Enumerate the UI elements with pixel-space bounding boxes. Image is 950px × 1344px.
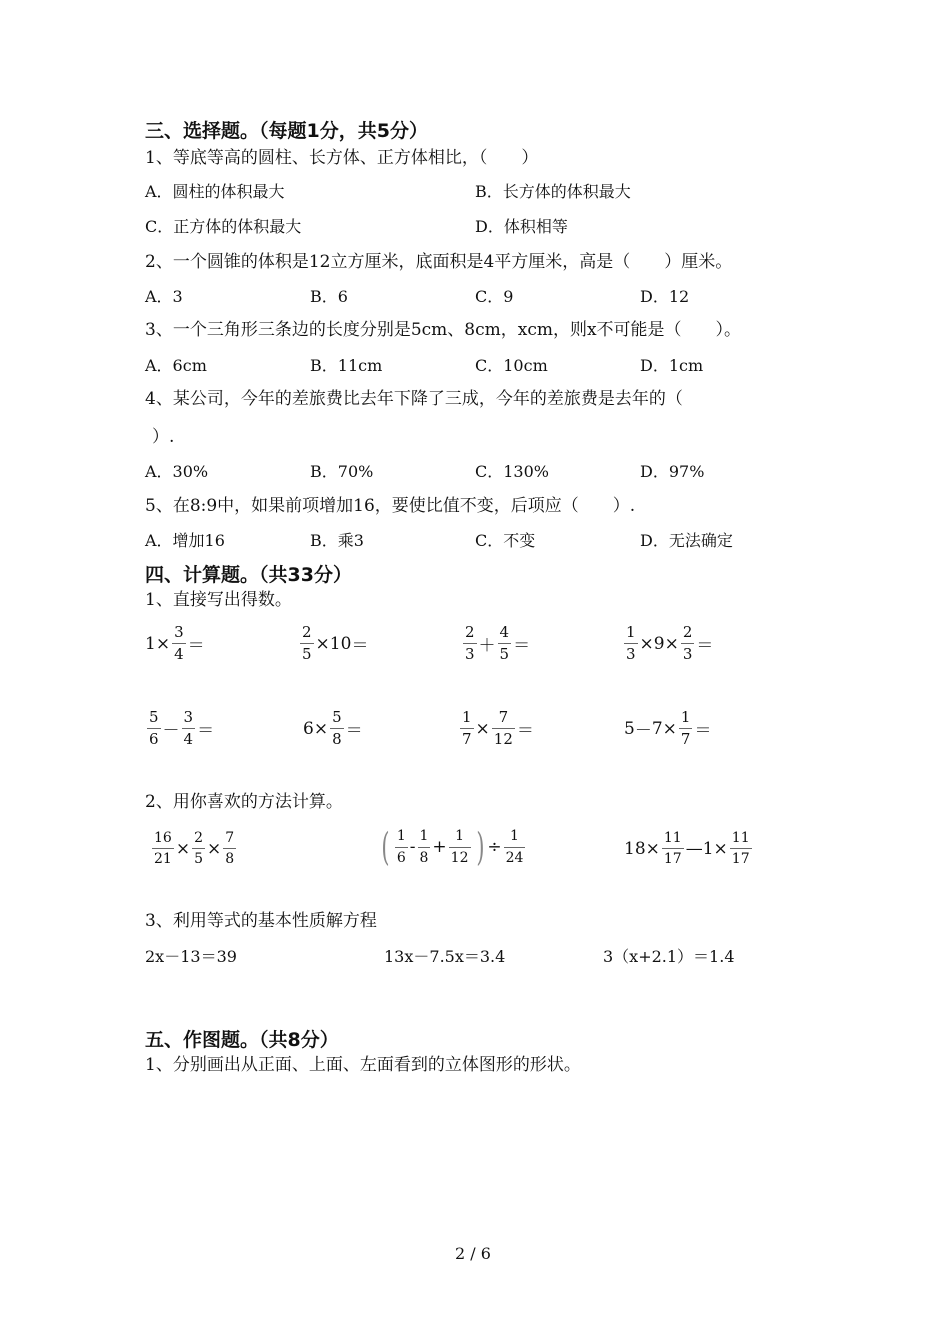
fraction <box>492 709 515 749</box>
fraction <box>449 828 471 865</box>
numerator: 7 <box>225 830 235 846</box>
expr-number: 18 <box>624 838 646 859</box>
q4-option-d: D．97% <box>640 462 705 481</box>
expr-r1-4 <box>622 624 713 664</box>
calc-expr-1 <box>150 830 238 867</box>
denominator: 3 <box>682 645 693 664</box>
expr-number: 5 <box>624 718 635 739</box>
numerator: 3 <box>174 623 184 641</box>
denominator: 5 <box>302 645 312 664</box>
denominator: 4 <box>174 645 184 664</box>
denominator: 6 <box>149 730 159 749</box>
denominator: 24 <box>505 849 524 866</box>
fraction <box>624 624 638 664</box>
fraction <box>662 830 684 867</box>
times-sign: × <box>207 838 222 859</box>
denominator: 8 <box>225 851 235 868</box>
fraction <box>418 828 431 865</box>
q1-option-d: D．体积相等 <box>475 217 568 236</box>
q5-option-a: A．增加16 <box>145 531 225 550</box>
q4-option-c: C．130% <box>475 462 549 481</box>
denominator: 8 <box>419 849 429 866</box>
divide-sign: ÷ <box>487 837 502 857</box>
q3-option-a: A．6cm <box>145 356 207 375</box>
fraction <box>681 624 695 664</box>
expr-number: 1 <box>702 838 714 859</box>
numerator: 2 <box>682 623 693 641</box>
denominator: 4 <box>183 730 194 749</box>
q3-option-b: B．11cm <box>310 356 383 375</box>
left-paren: ( <box>381 825 390 869</box>
drawing-q1: 1、分别画出从正面、上面、左面看到的立体图形的形状。 <box>145 1055 581 1075</box>
denominator: 12 <box>450 849 469 866</box>
times-sign: × <box>645 838 660 859</box>
numerator: 11 <box>663 830 682 846</box>
minus-sign: － <box>634 721 652 742</box>
equals-sign: ＝ <box>516 721 534 742</box>
numerator: 1 <box>396 828 406 845</box>
plus-sign: ＋ <box>478 636 496 657</box>
numerator: 11 <box>731 830 750 846</box>
q4-option-a: A．30% <box>145 462 209 481</box>
q1-option-c: C．正方体的体积最大 <box>145 217 302 236</box>
equals-sign: ＝ <box>197 721 215 742</box>
times-sign: × <box>313 718 329 739</box>
denominator: 3 <box>626 645 636 664</box>
q2-option-d: D．12 <box>640 287 690 306</box>
expr-r2-1 <box>145 709 214 749</box>
calc-q2-label: 2、用你喜欢的方法计算。 <box>145 792 343 812</box>
numerator: 1 <box>680 708 691 726</box>
section3-title: 三、选择题。（每题1分，共5分） <box>145 120 428 142</box>
denominator: 5 <box>499 645 510 664</box>
section4-title: 四、计算题。（共33分） <box>145 564 352 586</box>
equals-sign: ＝ <box>351 636 369 657</box>
equals-sign: ＝ <box>696 636 714 657</box>
times-sign: × <box>315 633 330 654</box>
equation-1: 2x－13＝39 <box>145 947 237 966</box>
numerator: 1 <box>419 828 429 845</box>
times-sign: × <box>639 633 654 654</box>
equals-sign: ＝ <box>513 636 531 657</box>
q5-option-d: D．无法确定 <box>640 531 733 550</box>
expr-r1-3 <box>461 624 530 664</box>
equation-2: 13x－7.5x＝3.4 <box>384 947 506 966</box>
fraction <box>223 830 236 867</box>
calc-expr-3 <box>624 830 754 867</box>
q4-stem: 4、某公司，今年的差旅费比去年下降了三成，今年的差旅费是去年的（ <box>145 389 683 409</box>
expr-r2-4 <box>624 709 711 749</box>
numerator: 1 <box>462 708 472 726</box>
denominator: 17 <box>663 851 682 868</box>
q4-stem-continued: ）. <box>152 427 175 447</box>
expr-number: 1 <box>145 633 156 654</box>
denominator: 12 <box>493 730 513 749</box>
denominator: 8 <box>332 730 342 749</box>
calc-q3-label: 3、利用等式的基本性质解方程 <box>145 911 377 931</box>
fraction <box>463 624 477 664</box>
fraction <box>460 709 474 749</box>
equals-sign: ＝ <box>694 721 712 742</box>
times-sign: × <box>664 633 679 654</box>
q1-stem: 1、等底等高的圆柱、长方体、正方体相比，（ ） <box>145 148 539 168</box>
fraction <box>300 624 314 664</box>
right-paren: ) <box>475 825 484 869</box>
expr-r1-2 <box>298 624 368 664</box>
fraction <box>330 709 344 749</box>
fraction <box>147 709 161 749</box>
fraction <box>730 830 752 867</box>
numerator: 5 <box>149 708 159 726</box>
q2-option-c: C．9 <box>475 287 514 306</box>
q2-option-b: B．6 <box>310 287 348 306</box>
numerator: 7 <box>498 708 509 726</box>
calc-expr-2 <box>378 825 527 869</box>
numerator: 5 <box>332 708 342 726</box>
denominator: 7 <box>680 730 691 749</box>
minus-sign: - <box>409 837 416 857</box>
expr-r2-2 <box>303 709 363 749</box>
q2-stem: 2、一个圆锥的体积是12立方厘米，底面积是4平方厘米，高是（ ）厘米。 <box>145 252 733 272</box>
denominator: 21 <box>154 851 172 868</box>
expr-number: 7 <box>651 718 663 739</box>
equals-sign: ＝ <box>345 721 363 742</box>
fraction <box>172 624 186 664</box>
expr-r2-3 <box>458 709 534 749</box>
fraction <box>498 624 512 664</box>
denominator: 5 <box>194 851 203 868</box>
numerator: 2 <box>194 830 203 846</box>
plus-sign: + <box>432 837 447 857</box>
times-sign: × <box>713 838 728 859</box>
denominator: 7 <box>462 730 472 749</box>
times-sign: × <box>662 718 677 739</box>
fraction <box>182 709 196 749</box>
q3-option-d: D．1cm <box>640 356 704 375</box>
expr-number: 6 <box>303 718 314 739</box>
numerator: 2 <box>302 623 312 641</box>
fraction <box>504 828 526 865</box>
denominator: 3 <box>465 645 475 664</box>
times-sign: × <box>175 838 191 859</box>
section5-title: 五、作图题。（共8分） <box>145 1029 339 1051</box>
denominator: 17 <box>731 851 750 868</box>
numerator: 4 <box>499 623 510 641</box>
page-number: 2 / 6 <box>455 1244 491 1263</box>
fraction <box>395 828 408 865</box>
expr-r1-1 <box>145 624 205 664</box>
q1-option-a: A．圆柱的体积最大 <box>145 182 285 201</box>
q5-option-c: C．不变 <box>475 531 536 550</box>
q4-option-b: B．70% <box>310 462 374 481</box>
q5-option-b: B．乘3 <box>310 531 364 550</box>
numerator: 2 <box>465 623 475 641</box>
numerator: 3 <box>183 708 194 726</box>
fraction <box>152 830 174 867</box>
numerator: 1 <box>455 828 465 845</box>
numerator: 1 <box>626 623 636 641</box>
times-sign: × <box>475 718 490 739</box>
times-sign: × <box>155 633 171 654</box>
q3-stem: 3、一个三角形三条边的长度分别是5cm、8cm，xcm，则x不可能是（ ）。 <box>145 320 742 340</box>
q1-option-b: B．长方体的体积最大 <box>475 182 631 201</box>
q3-option-c: C．10cm <box>475 356 548 375</box>
minus-sign: — <box>685 838 703 859</box>
expr-number: 9 <box>653 633 665 654</box>
numerator: 1 <box>510 828 519 845</box>
minus-sign: － <box>162 721 180 742</box>
q2-option-a: A．3 <box>145 287 183 306</box>
equation-3: 3（x+2.1）＝1.4 <box>603 947 735 966</box>
calc-q1-label: 1、直接写出得数。 <box>145 590 292 610</box>
denominator: 6 <box>396 849 406 866</box>
expr-number: 10 <box>329 633 352 654</box>
q5-stem: 5、在8:9中，如果前项增加16，要使比值不变，后项应（ ）. <box>145 496 636 516</box>
fraction <box>192 830 205 867</box>
fraction <box>679 709 693 749</box>
numerator: 16 <box>154 830 172 846</box>
equals-sign: ＝ <box>187 636 205 657</box>
